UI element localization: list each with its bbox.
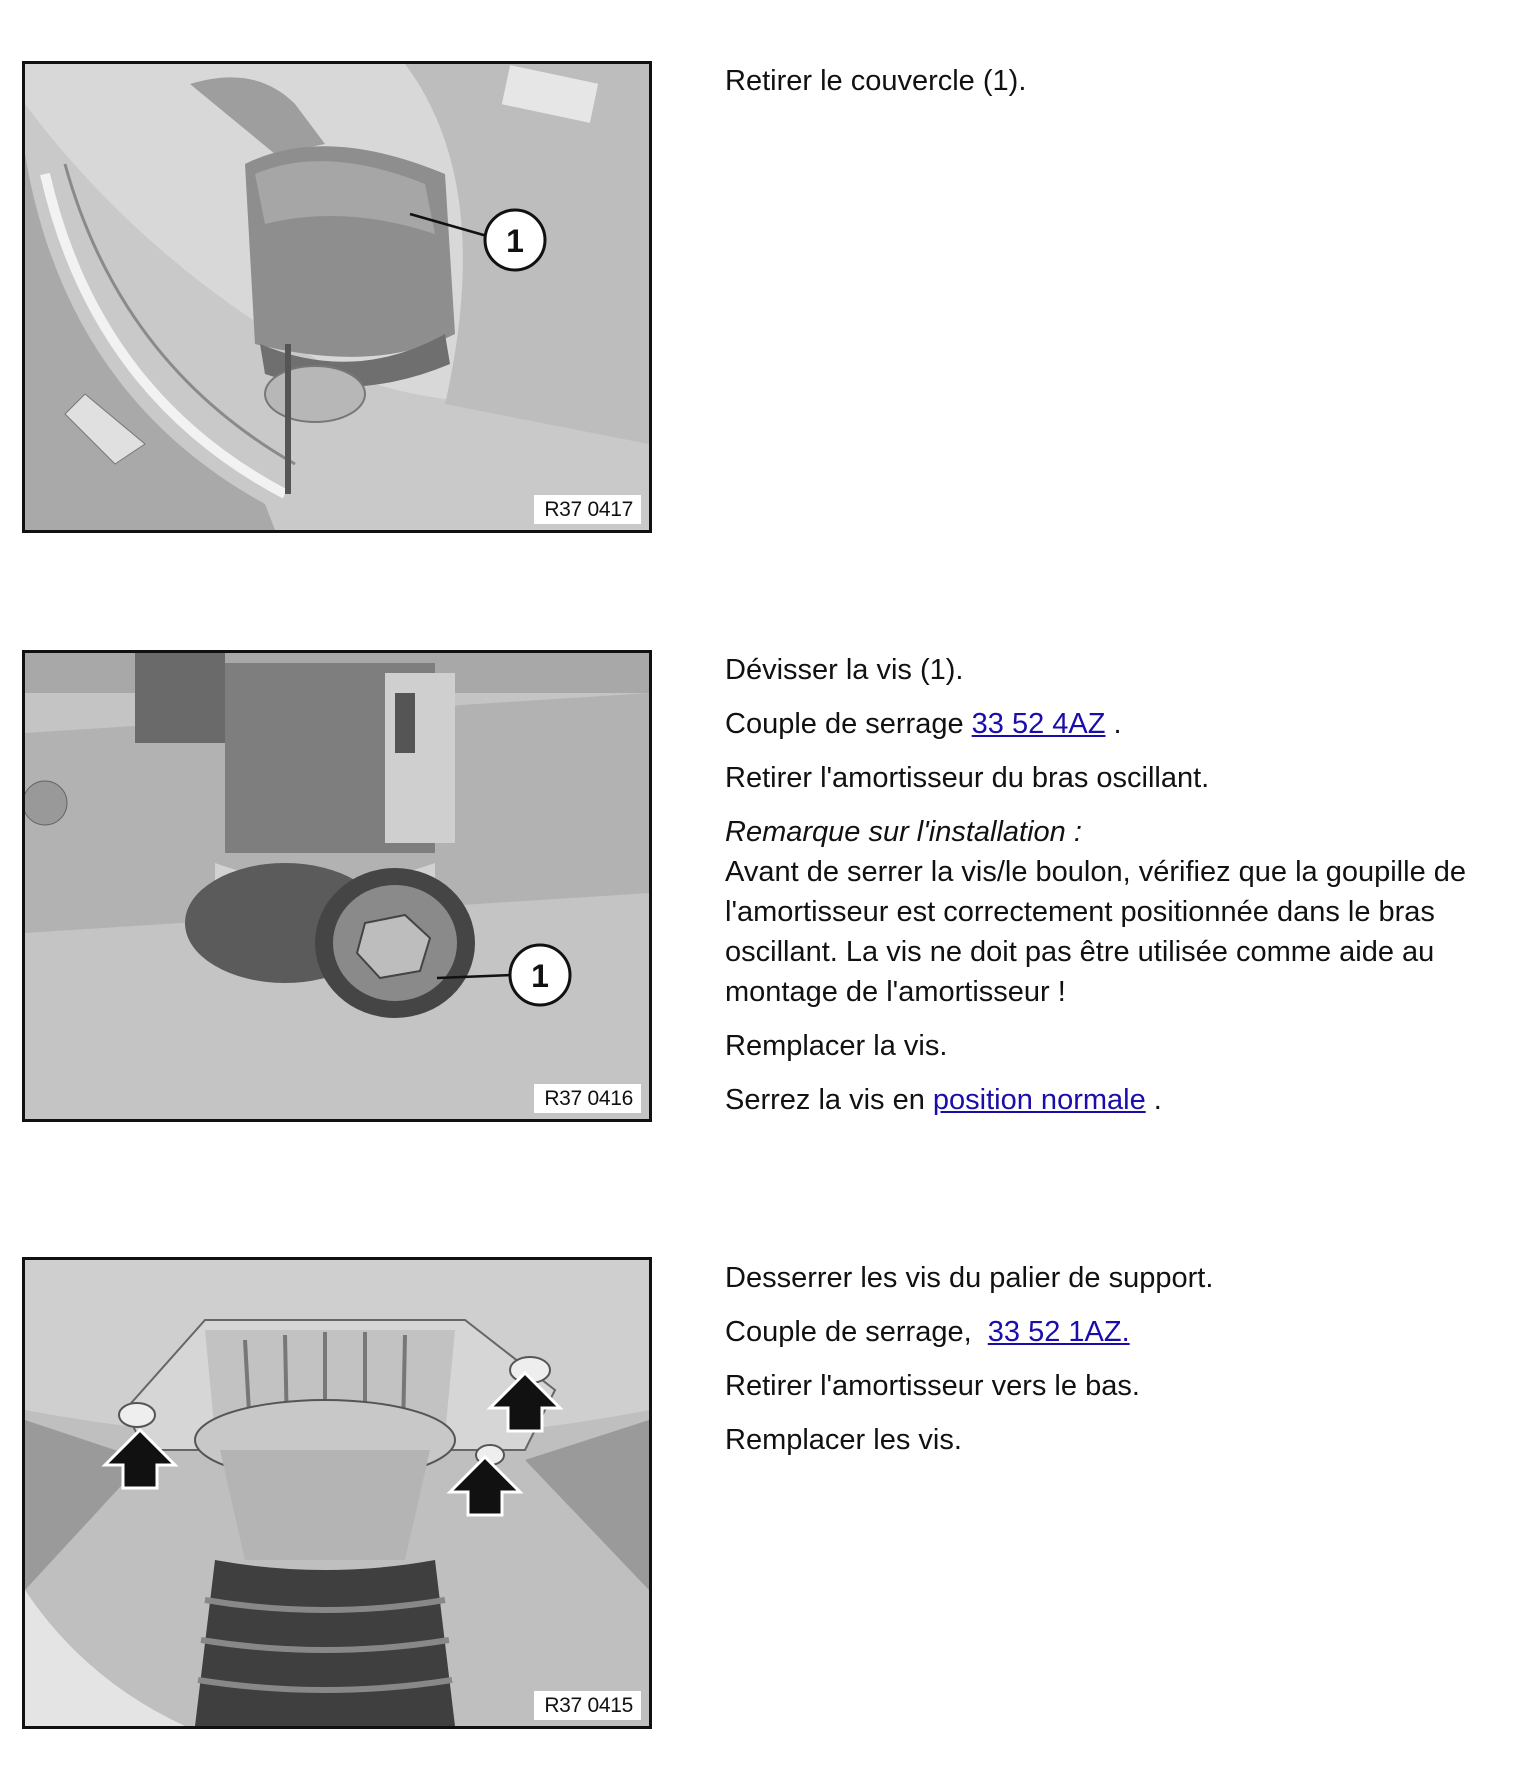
normal-position-link[interactable]: position normale	[932, 1084, 1146, 1116]
step-instructions	[725, 650, 1515, 1134]
step-instructions	[725, 1258, 1515, 1474]
installation-note-body: Avant de serrer la vis/le boulon, vérifiez que la goupille de l'amortisseur est correctement positionnée dans le bras oscillant. La vis ne doit pas être utilisée comme aide au montage de l'amortisseur !	[725, 856, 1467, 1008]
figure-reference: R37 0417	[534, 495, 641, 524]
figure-reference: R37 0416	[534, 1084, 641, 1113]
installation-note-title: Remarque sur l'installation :	[725, 816, 1082, 848]
tighten-instruction: Serrez la vis en position normale .	[725, 1084, 1162, 1116]
mount-illustration	[25, 1260, 649, 1726]
cover-illustration	[25, 64, 649, 530]
torque-spec-link[interactable]: 33 52 4AZ	[971, 708, 1106, 740]
step-instructions	[725, 61, 1515, 115]
instruction-remove-damper: Retirer l'amortisseur du bras oscillant.	[725, 762, 1210, 794]
torque-instruction: Couple de serrage 33 52 4AZ .	[725, 708, 1122, 740]
instruction-replace-bolt: Remplacer la vis.	[725, 1030, 948, 1062]
instruction-replace-screws: Remplacer les vis.	[725, 1424, 962, 1456]
torque-instruction: Couple de serrage, 33 52 1AZ.	[725, 1316, 1130, 1348]
figure-cover	[22, 61, 652, 533]
callout-number: 1	[531, 958, 549, 994]
instruction-remove-down: Retirer l'amortisseur vers le bas.	[725, 1370, 1140, 1402]
instruction-unscrew: Dévisser la vis (1).	[725, 654, 964, 686]
instruction-loosen-screws: Desserrer les vis du palier de support.	[725, 1262, 1214, 1294]
torque-spec-link[interactable]: 33 52 1AZ.	[987, 1316, 1130, 1348]
figure-bolt	[22, 650, 652, 1122]
bolt-illustration	[25, 653, 649, 1119]
callout-number: 1	[506, 223, 524, 259]
instruction-remove-cover: Retirer le couvercle (1).	[725, 65, 1027, 97]
figure-reference: R37 0415	[534, 1691, 641, 1720]
figure-mount	[22, 1257, 652, 1729]
